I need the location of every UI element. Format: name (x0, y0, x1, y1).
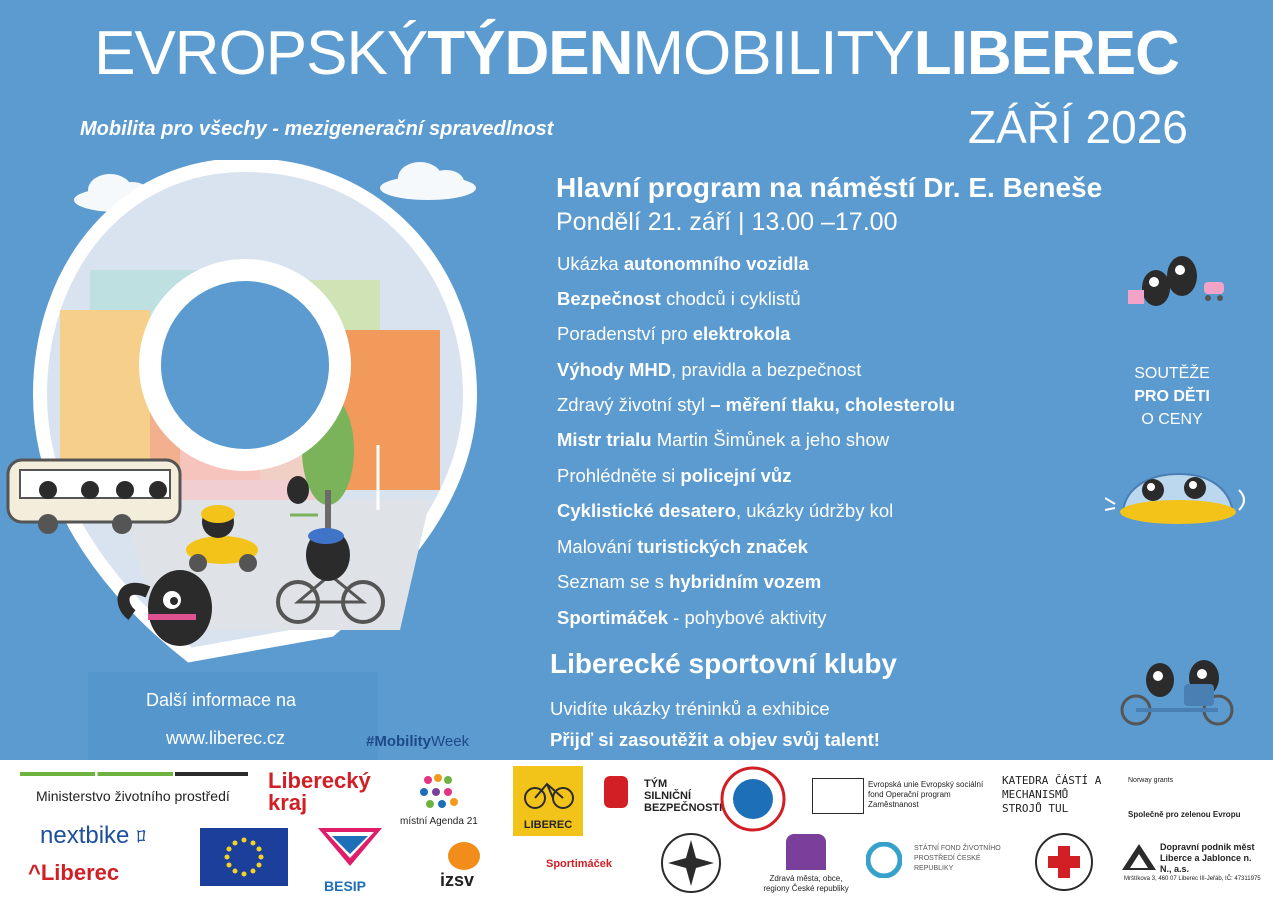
info-text: Další informace na (146, 690, 297, 710)
map-pin-illustration (0, 160, 520, 760)
building (340, 330, 440, 490)
title-part-2: TÝDEN (427, 19, 633, 88)
info-box (88, 672, 378, 764)
car-icon (1105, 460, 1253, 530)
program-item: Poradenství pro elektrokola (557, 323, 791, 344)
event-date: ZÁŘÍ 2026 (968, 101, 1188, 153)
main-program-time: Pondělí 21. září | 13.00 –17.00 (556, 208, 898, 236)
clubs-heading: Liberecké sportovní kluby (550, 648, 897, 679)
liberecky-kraj-logo: Liberecký kraj (268, 768, 371, 815)
mzp-stripe (20, 772, 248, 776)
program-item: Prohlédněte si policejní vůz (557, 465, 792, 486)
poster-title (0, 18, 1273, 90)
agenda21-dots-icon (418, 772, 460, 812)
besip-logo: BESIP (324, 878, 367, 894)
program-item: Zdravý životní styl – měření tlaku, cholesterolu (557, 394, 955, 415)
eu-small-flag-icon (812, 778, 864, 814)
mzp-logo: Ministerstvo životního prostředí (36, 788, 230, 804)
program-item: Mistr trialu Martin Šimůnek a jeho show (557, 429, 890, 450)
bicycle-icon (513, 766, 583, 814)
kids-line-1: SOUTĚŽE (1134, 365, 1210, 382)
kids-competition (1120, 362, 1224, 431)
program-item: Cyklistické desatero, ukázky údržby kol (557, 500, 894, 521)
eu-flag-icon (200, 828, 288, 886)
liberec-city-label: LIBEREC (523, 819, 573, 831)
eu-esf-logo: Evropská unie Evropský sociální fond Operační program Zaměstnanost (868, 780, 984, 809)
main-program-heading: Hlavní program na náměstí Dr. E. Beneše (556, 172, 1103, 203)
dpmlj-logo: Dopravní podnik měst Liberce a Jablonce n. N., a.s. (1160, 842, 1255, 874)
kids-line-3: O CENY (1141, 411, 1203, 428)
program-item: Malování turistických značek (557, 536, 808, 557)
title-part-3: MOBILITY (632, 19, 914, 88)
agenda21-logo: místní Agenda 21 (400, 816, 478, 827)
bus-icon (8, 460, 180, 534)
tree-trunk (325, 490, 331, 530)
sponsor-logos-footer (0, 760, 1273, 897)
family-walking-icon (1118, 250, 1234, 320)
policie-star-icon (658, 832, 724, 894)
program-item: Bezpečnost chodců i cyklistů (557, 288, 801, 309)
kids-line-2: PRO DĚTI (1134, 388, 1210, 405)
spolecne-logo: Společně pro zelenou Evropu (1128, 810, 1241, 819)
tandem-bike-icon (1118, 652, 1238, 728)
title-part-4: LIBEREC (913, 19, 1179, 88)
pin-hole (150, 270, 340, 460)
program-item: Sportimáček - pohybové aktivity (557, 607, 827, 628)
norway-grants-logo: Norway grants (1128, 777, 1174, 784)
sfzp-icon (866, 842, 902, 878)
sfzp-logo: STÁTNÍ FOND ŽIVOTNÍHO PROSTŘEDÍ ČESKÉ REPUBLIKY (914, 845, 1001, 872)
tym-logo: TÝM SILNIČNÍ BEZPEČNOSTI (644, 778, 723, 814)
hashtag: #MobilityWeek (366, 733, 470, 750)
nextbike-city-logo: ^Liberec (28, 860, 120, 885)
cloud-icon (380, 162, 476, 200)
red-cross-icon (1034, 832, 1094, 892)
dpmlj-address: Mrštíkova 3, 460 07 Liberec III-Jeřáb, IČ: 47311975 (1124, 876, 1261, 882)
clubs-line-1: Uvidíte ukázky tréninků a exhibice (550, 698, 830, 719)
sportimacek-logo: Sportimáček (546, 858, 613, 870)
izsv-apple-icon (444, 838, 484, 870)
izsv-logo: izsv (440, 870, 475, 890)
program-item: Ukázka autonomního vozidla (557, 253, 809, 274)
program-item: Seznam se s hybridním vozem (557, 571, 822, 592)
title-part-1: EVROPSKÝ (94, 19, 428, 88)
clubs-line-2: Přijď si zasoutěžit a objev svůj talent! (550, 729, 880, 750)
zdrava-mesta-icon (786, 834, 826, 870)
nextbike-logo: nextbike ﾛ (40, 822, 147, 849)
kct-badge-icon (720, 766, 786, 832)
hand-icon (604, 776, 628, 808)
liberec-city-logo-box (513, 766, 583, 836)
katedra-logo: KATEDRA ČÁSTÍ A MECHANISMŮ STROJŮ TUL (1002, 774, 1102, 815)
besip-logo-icon (318, 828, 382, 872)
zdrava-mesta-logo: Zdravá města, obce, regiony České republiky (763, 874, 849, 893)
dpmlj-triangle-icon (1122, 844, 1156, 870)
poster-subtitle: Mobilita pro všechy - mezigenerační spravedlnost (80, 118, 554, 140)
program-item: Výhody MHD, pravidla a bezpečnost (557, 359, 862, 380)
info-url-link[interactable]: www.liberec.cz (166, 728, 286, 748)
building (60, 310, 150, 480)
